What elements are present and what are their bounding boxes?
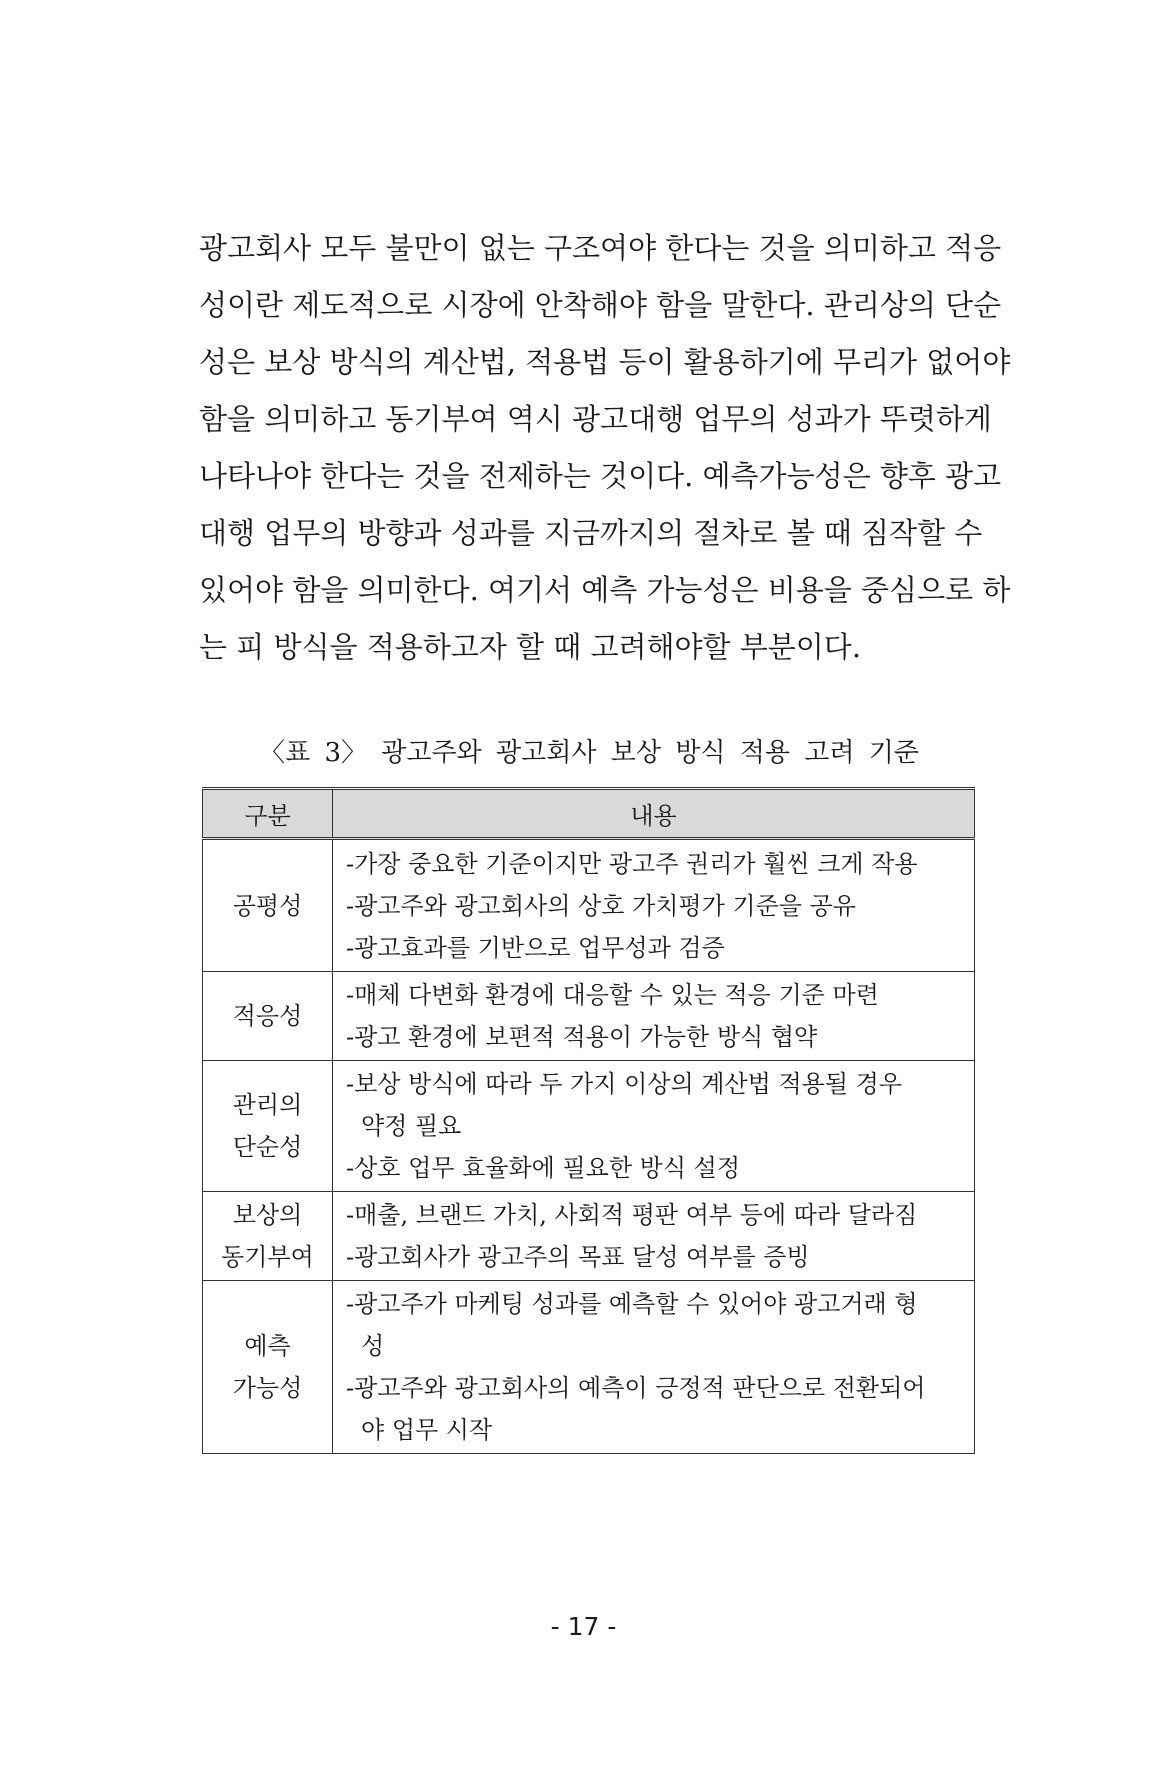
category-label: 공평성 bbox=[232, 891, 303, 920]
table-header-row bbox=[203, 789, 975, 839]
table-row bbox=[203, 1281, 975, 1454]
category-cell bbox=[203, 1281, 333, 1454]
body-paragraph bbox=[199, 220, 1011, 676]
table-row bbox=[203, 1192, 975, 1281]
content-item: -광고주와 광고회사의 상호 가치평가 기준을 공유 bbox=[346, 891, 856, 920]
category-label: 예측 bbox=[244, 1332, 291, 1360]
content-item: -매출, 브랜드 가치, 사회적 평판 여부 등에 따라 달라짐 bbox=[346, 1201, 918, 1229]
content-cell bbox=[333, 1192, 975, 1281]
content-item: -광고주와 광고회사의 예측이 긍정적 판단으로 전환되어 bbox=[346, 1374, 926, 1402]
table-caption: 〈표 3〉 광고주와 광고회사 보상 방식 적용 고려 기준 bbox=[259, 738, 919, 768]
table-row bbox=[203, 972, 975, 1061]
body-line: 대행 업무의 방향과 성과를 지금까지의 절차로 볼 때 짐작할 수 bbox=[199, 516, 983, 550]
body-line: 나타나야 한다는 것을 전제하는 것이다. 예측가능성은 향후 광고 bbox=[199, 459, 1002, 493]
content-cell bbox=[333, 1281, 975, 1454]
content-cell bbox=[333, 839, 975, 972]
body-line: 있어야 함을 의미한다. 여기서 예측 가능성은 비용을 중심으로 하 bbox=[199, 573, 1011, 607]
category-label: 관리의 bbox=[232, 1091, 303, 1119]
content-item: -상호 업무 효율화에 필요한 방식 설정 bbox=[346, 1154, 741, 1182]
header-category: 구분 bbox=[203, 789, 333, 839]
page-number: - 17 - bbox=[550, 1612, 617, 1641]
body-line: 성은 보상 방식의 계산법, 적용법 등이 활용하기에 무리가 없어야 bbox=[199, 345, 1011, 379]
content-item: -광고효과를 기반으로 업무성과 검증 bbox=[346, 933, 725, 962]
header-content: 내용 bbox=[333, 789, 975, 839]
content-item: -광고회사가 광고주의 목표 달성 여부를 증빙 bbox=[346, 1243, 810, 1271]
content-cell bbox=[333, 972, 975, 1061]
content-item: -매체 다변화 환경에 대응할 수 있는 적응 기준 마련 bbox=[346, 981, 879, 1009]
category-label: 보상의 bbox=[232, 1201, 303, 1229]
category-label: 가능성 bbox=[232, 1374, 303, 1402]
criteria-table bbox=[202, 787, 975, 1454]
body-line: 함을 의미하고 동기부여 역시 광고대행 업무의 성과가 뚜렷하게 bbox=[199, 402, 992, 436]
content-cell bbox=[333, 1061, 975, 1192]
category-cell bbox=[203, 972, 333, 1061]
content-item: -가장 중요한 기준이지만 광고주 권리가 훨씬 크게 작용 bbox=[346, 849, 918, 878]
category-cell bbox=[203, 839, 333, 972]
category-label: 동기부여 bbox=[221, 1243, 314, 1271]
body-line: 는 피 방식을 적용하고자 할 때 고려해야할 부분이다. bbox=[199, 630, 862, 664]
category-cell bbox=[203, 1061, 333, 1192]
content-item: 약정 필요 bbox=[361, 1112, 462, 1140]
content-item: -광고주가 마케팅 성과를 예측할 수 있어야 광고거래 형 bbox=[346, 1290, 918, 1318]
content-item: 성 bbox=[361, 1332, 385, 1360]
category-cell bbox=[203, 1192, 333, 1281]
category-label: 적응성 bbox=[232, 1002, 303, 1030]
table-row bbox=[203, 1061, 975, 1192]
body-line: 성이란 제도적으로 시장에 안착해야 함을 말한다. 관리상의 단순 bbox=[199, 288, 1002, 322]
body-line: 광고회사 모두 불만이 없는 구조여야 한다는 것을 의미하고 적응 bbox=[199, 231, 1002, 265]
table-row bbox=[203, 839, 975, 972]
category-label: 단순성 bbox=[232, 1133, 303, 1161]
content-item: -보상 방식에 따라 두 가지 이상의 계산법 적용될 경우 bbox=[346, 1070, 903, 1098]
content-item: -광고 환경에 보편적 적용이 가능한 방식 협약 bbox=[346, 1023, 818, 1051]
content-item: 야 업무 시작 bbox=[361, 1416, 493, 1444]
